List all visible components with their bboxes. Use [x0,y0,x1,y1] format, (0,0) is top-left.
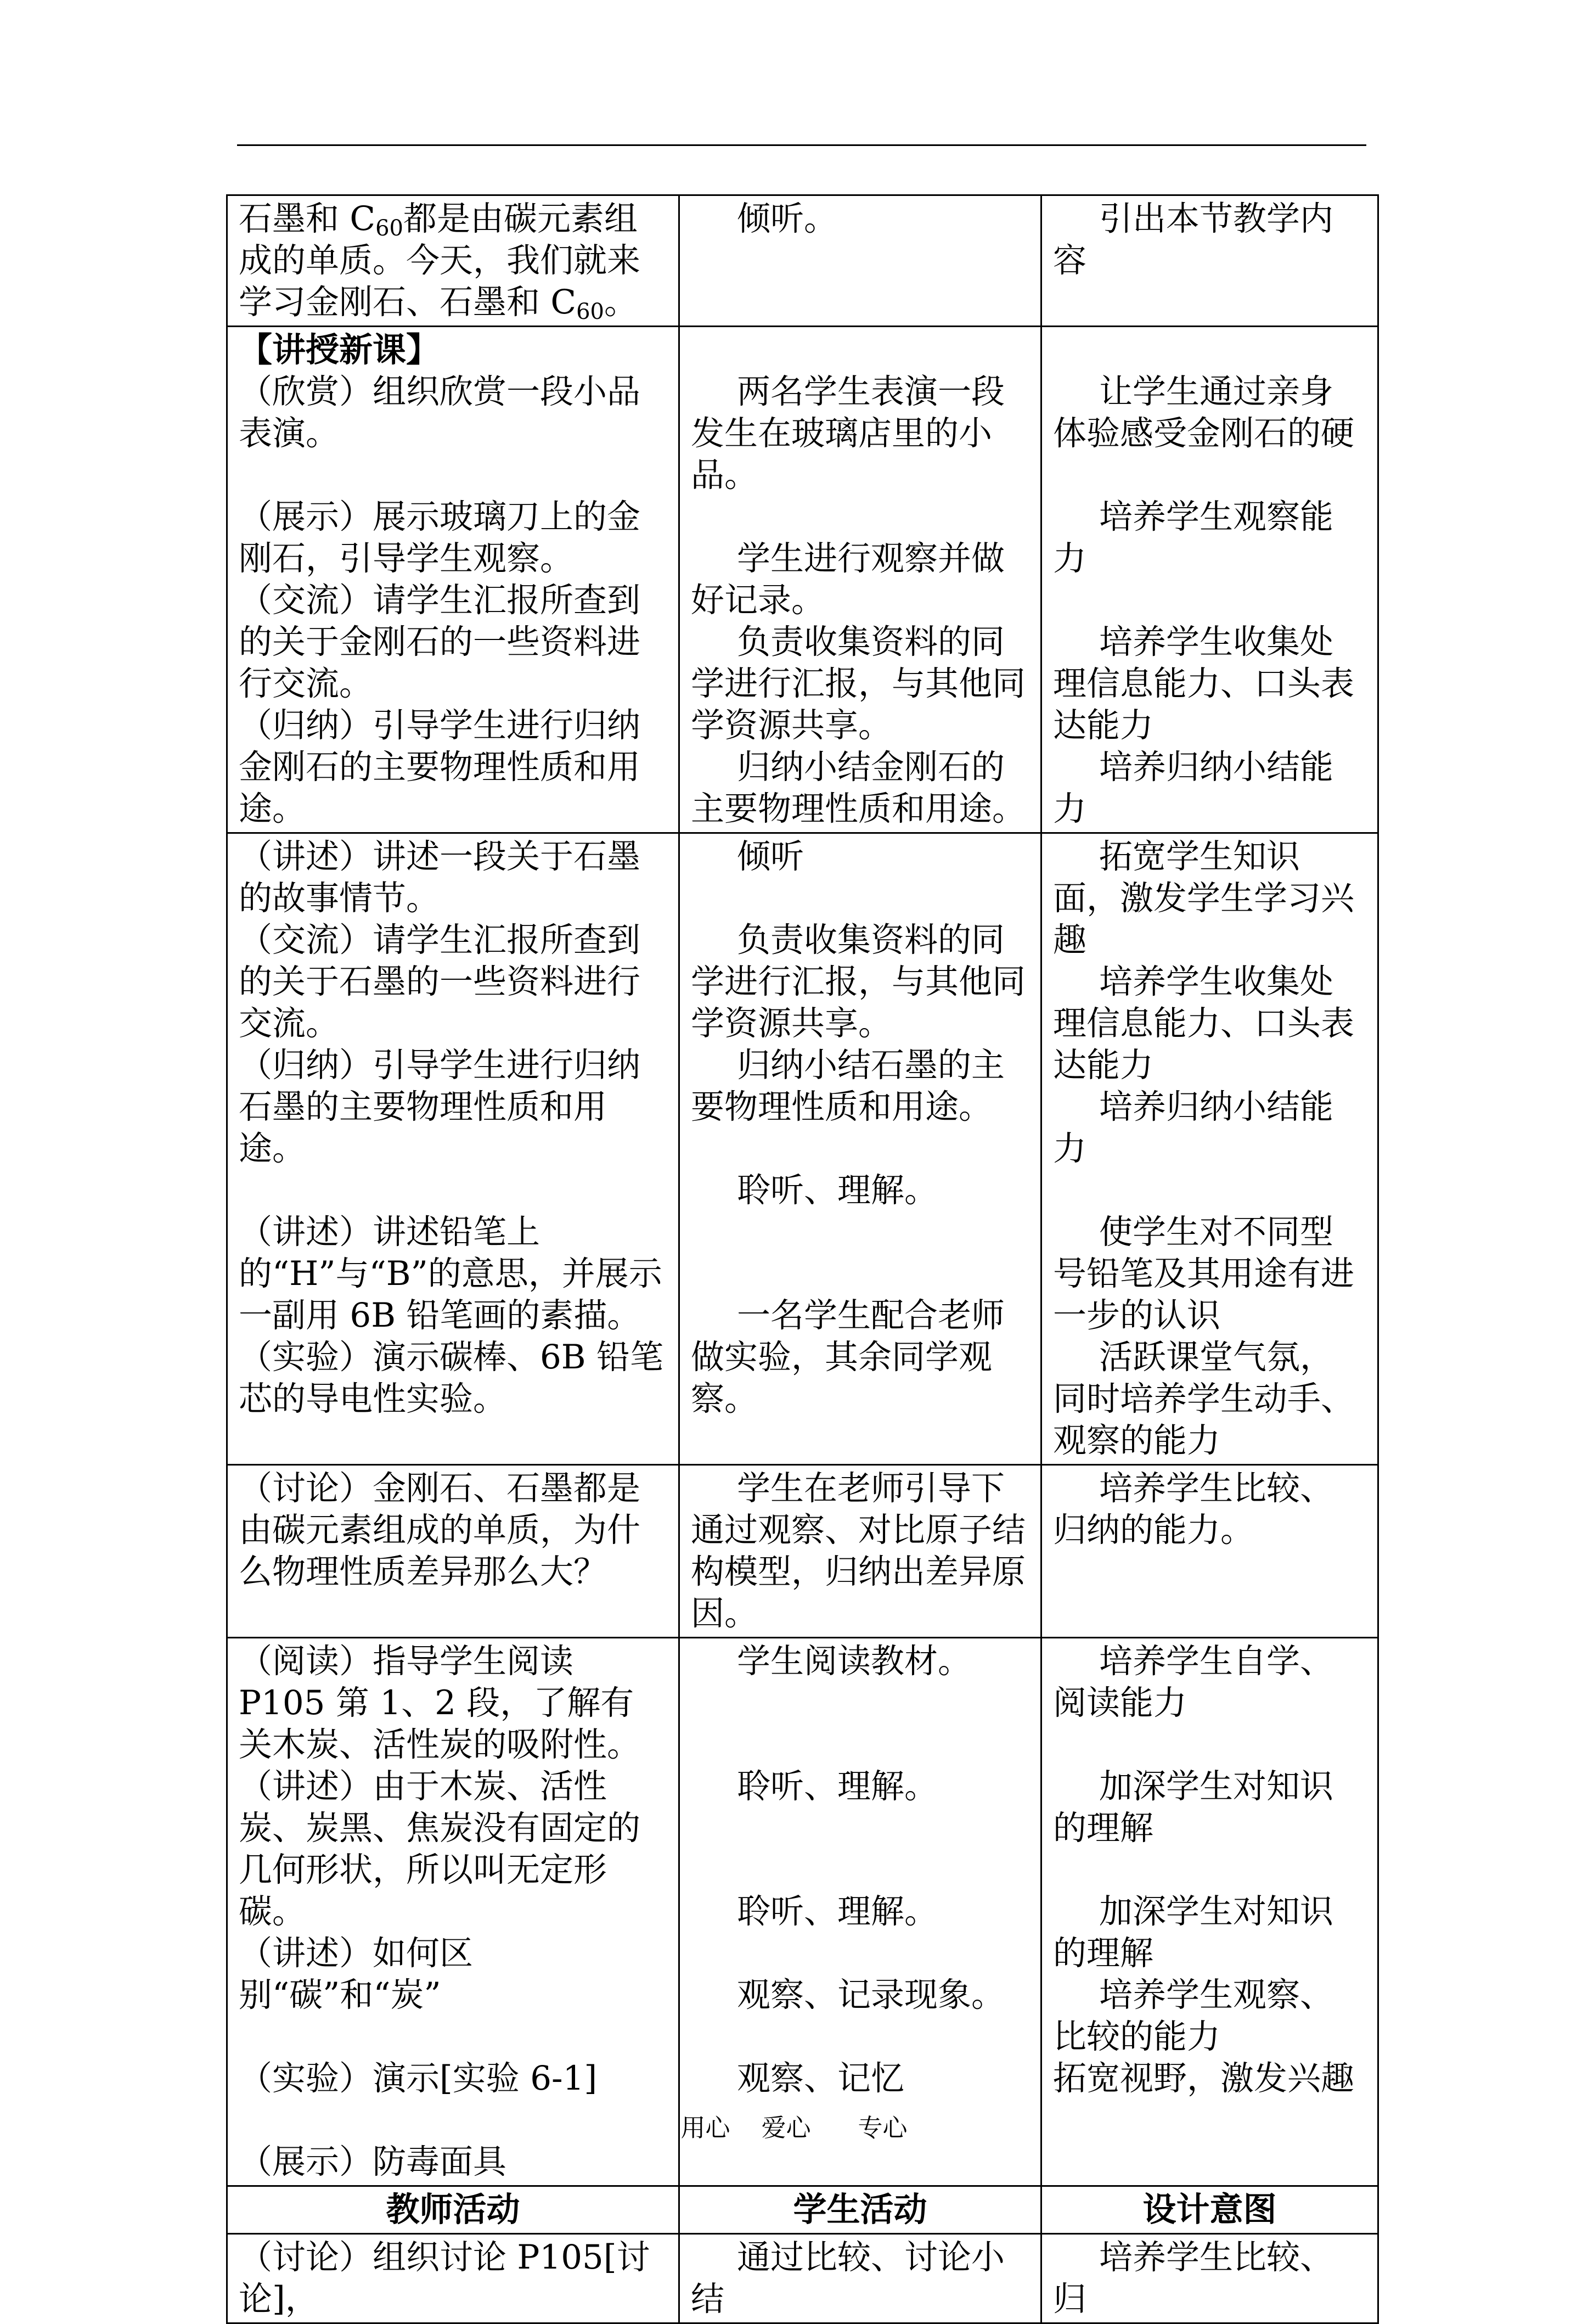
teacher-text: （讨论）组织讨论 P105[讨论]， [239,2238,650,2319]
student-text: 倾听 [737,837,804,876]
student-cell [679,833,1041,1465]
student-text: 聆听、理解。 [737,1767,938,1806]
intent-cell [1041,1465,1378,1638]
intent-text: 让学生通过亲身体验感受金刚石的硬 [1053,372,1355,453]
teacher-text: （讲述）讲述铅笔上的“H”与“B”的意思，并展示一副用 6B 铅笔画的素描。 [239,1212,662,1335]
student-cell [679,1638,1041,2186]
teacher-cell [227,1638,679,2186]
student-cell [679,2234,1041,2323]
table-row [227,1465,1378,1638]
table-row [227,195,1378,327]
intent-text: 培养学生比较、归 [1053,2238,1334,2319]
teacher-text: （归纳）引导学生进行归纳石墨的主要物理性质和用途。 [239,1046,641,1168]
intent-text: 培养学生收集处理信息能力、口头表达能力 [1053,962,1355,1085]
column-header-student: 学生活动 [679,2186,1041,2234]
teacher-cell [227,327,679,833]
student-text: 观察、记忆 [737,2059,905,2098]
intent-text: 培养学生收集处理信息能力、口头表达能力 [1053,622,1355,745]
student-text: 一名学生配合老师做实验，其余同学观察。 [691,1296,1005,1418]
intent-cell [1041,2234,1378,2323]
student-text: 通过比较、讨论小结 [691,2238,1005,2319]
table-row [227,2234,1378,2323]
student-text: 负责收集资料的同学进行汇报，与其他同学资源共享。 [691,622,1026,745]
intent-text: 加深学生对知识的理解 [1053,1892,1334,1973]
footer-text: 用心 爱心 专心 [680,2113,908,2142]
table-row [227,327,1378,833]
intent-cell [1041,1638,1378,2186]
teacher-cell [227,1465,679,1638]
page-footer [0,2108,1588,2143]
student-text: 倾听。 [737,199,838,238]
column-header-teacher: 教师活动 [227,2186,679,2234]
teacher-text: （交流）请学生汇报所查到的关于金刚石的一些资料进行交流。 [239,581,641,703]
student-cell [679,195,1041,327]
teacher-text: （讲述）如何区别“碳”和“炭” [239,1934,474,2014]
intent-text: 培养归纳小结能力 [1053,748,1334,828]
student-text: 学生阅读教材。 [737,1642,972,1681]
student-text: 两名学生表演一段发生在玻璃店里的小品。 [691,372,1005,495]
teacher-text: （展示）展示玻璃刀上的金刚石，引导学生观察。 [239,497,641,578]
teacher-text: （讨论）金刚石、石墨都是由碳元素组成的单质，为什么物理性质差异那么大？ [239,1469,641,1591]
student-text: 学生在老师引导下通过观察、对比原子结构模型，归纳出差异原因。 [691,1469,1026,1633]
intent-text: 活跃课堂气氛，同时培养学生动手、观察的能力 [1053,1338,1355,1460]
intent-text: 培养学生比较、归纳的能力。 [1053,1469,1334,1550]
teacher-cell [227,833,679,1465]
table-row [227,1638,1378,2186]
student-text: 归纳小结金刚石的主要物理性质和用途。 [691,748,1026,828]
student-text: 负责收集资料的同学进行汇报，与其他同学资源共享。 [691,920,1026,1043]
intent-cell [1041,195,1378,327]
student-cell [679,327,1041,833]
teacher-text: （归纳）引导学生进行归纳金刚石的主要物理性质和用途。 [239,706,641,828]
intent-text: 拓宽学生知识面，激发学生学习兴趣 [1053,837,1355,959]
lesson-plan-table [226,194,1379,2324]
intent-text: 加深学生对知识的理解 [1053,1767,1334,1848]
teacher-text: （讲述）由于木炭、活性炭、炭黑、焦炭没有固定的几何形状，所以叫无定形碳。 [239,1767,641,1931]
intent-text: 使学生对不同型号铅笔及其用途有进一步的认识 [1053,1212,1355,1335]
section-title: 【讲授新课】 [239,330,440,369]
teacher-text: （讲述）讲述一段关于石墨的故事情节。 [239,837,641,918]
student-cell [679,1465,1041,1638]
intent-text: 培养学生观察能力 [1053,497,1334,578]
intent-text: 培养学生观察、比较的能力 [1053,1975,1334,2056]
intent-text: 引出本节教学内容 [1053,199,1334,280]
teacher-text: 石墨和 $C_{60}$都是由碳元素组成的单质。今天，我们就来学习金刚石、石墨和 $C_{60}$。 [239,199,641,324]
intent-text: 培养学生自学、阅读能力 [1053,1642,1334,1722]
teacher-text: （展示）防毒面具 [239,2142,507,2181]
table-row [227,833,1378,1465]
intent-cell [1041,833,1378,1465]
teacher-text: （阅读）指导学生阅读 P105 第 1、2 段，了解有关木炭、活性炭的吸附性。 [239,1642,641,1764]
teacher-text: （实验）演示[实验 6-1] [239,2059,598,2098]
teacher-text: （欣赏）组织欣赏一段小品表演。 [239,372,641,453]
teacher-text: （实验）演示碳棒、6B 铅笔芯的导电性实验。 [239,1338,664,1418]
student-text: 聆听、理解。 [737,1892,938,1931]
student-text: 归纳小结石墨的主要物理性质和用途。 [691,1046,1005,1126]
student-text: 学生进行观察并做好记录。 [691,539,1005,620]
student-text: 聆听、理解。 [737,1171,938,1210]
intent-text: 拓宽视野，激发兴趣 [1053,2059,1355,2098]
teacher-cell [227,195,679,327]
intent-text: 培养归纳小结能力 [1053,1087,1334,1168]
header-rule [237,144,1366,146]
teacher-cell [227,2234,679,2323]
intent-cell [1041,327,1378,833]
teacher-text: （交流）请学生汇报所查到的关于石墨的一些资料进行交流。 [239,920,641,1043]
column-header-intent: 设计意图 [1041,2186,1378,2234]
student-text: 观察、记录现象。 [737,1975,1005,2014]
table-header-row [227,2186,1378,2234]
